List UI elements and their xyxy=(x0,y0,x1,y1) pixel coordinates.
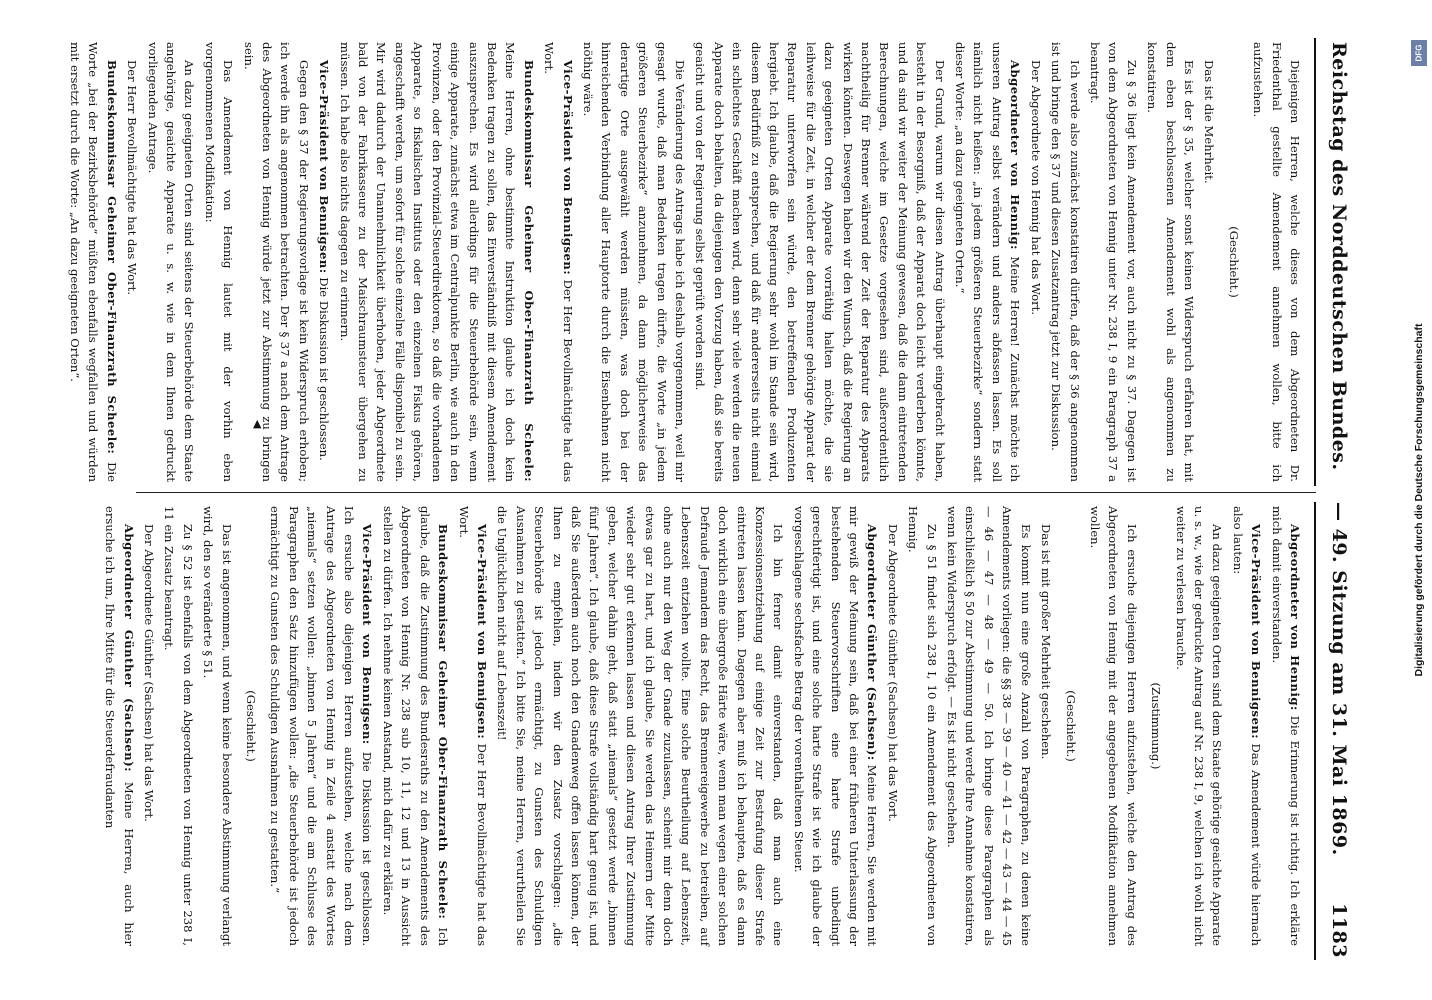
paragraph xyxy=(1047,42,1084,482)
stage-direction xyxy=(1061,506,1079,946)
paragraph-text: Die Worte „bei der Bezirksbehörde“ müßten ebenfalls wegfallen und würden mit ersetzt durch die Worte: „An dazu geeigneten Orten“. xyxy=(68,42,119,482)
paragraph xyxy=(315,42,333,482)
credit-text: Digitalisierung gefördert durch die Deutsche Forschungsgemeinschaft xyxy=(1413,323,1425,677)
paragraph xyxy=(579,42,689,482)
paragraph xyxy=(266,506,376,946)
paragraph-text: Ich werde also zunächst konstatiren dürfen, daß der § 36 angenommen ist und bringe den § 37 und diesen Zusatzantrag jetzt zur Diskussion. xyxy=(1049,42,1082,482)
paragraph xyxy=(1267,506,1304,946)
paragraph-text: (Geschieht.) xyxy=(244,690,259,762)
paragraph-text: Es ist der § 35, welcher sonst keinen Widerspruch erfahren hat, mit dem eben beschlossenen Amendement wohl als angenommen zu konstatiren. xyxy=(1145,42,1196,482)
paragraph xyxy=(1086,42,1141,482)
paragraph-text: Ich ersuche diejenigen Herren aufzustehen, welche den Antrag des Abgeordneten von Hennig mit der angegebenen Modifikation annehmen wollen. xyxy=(1087,506,1139,946)
paragraph-text: Das ist mit großer Mehrheit geschehen. xyxy=(1039,524,1054,760)
paragraph xyxy=(1026,42,1044,482)
paragraph xyxy=(199,506,236,946)
paragraph xyxy=(454,506,491,946)
paragraph xyxy=(789,506,881,946)
paragraph-text: Das Amendement würde hiernach also lauten: xyxy=(1230,506,1264,946)
speaker-label: Vice-Präsident von Bennigsen: xyxy=(360,524,375,745)
paragraph-text: Ich bin ferner damit einverstanden, daß man auch eine Konzessionsentziehung auf einige Zeit zur Bestrafung dieser Strafe eintreten lassen kann. Dagegen aber muß ich behaupten, daß es dann doch wirklich eine übergroße Härte wäre, wenn man wegen einer solchen Defraude Jemandem das Recht, das Brennereigewerbe zu betreiben, auf Lebenszeit entziehen wollte. Eine solche Beurtheilung auf Lebenszeit, ohne auch nur den Weg der Gnade zuzulassen, scheint mir denn doch etwas gar zu hart, und ich glaube, Sie werden das Heimern der Mitte wieder sehr gut erkennen lassen und diesen Antrag Ihrer Zustimmung geben, welcher dahin geht, daß statt „niemals“ gesetzt werde „binnen fünf Jahren“. Ich glaube, daß diese Strafe vollständig hart genug ist, und daß Sie außerdem auch noch den Gnadenweg offen lassen können, der Ihnen zu empfehlen, indem wir den Zusatz vorschlagen: „die Steuerbehörde ist jedoch ermächtigt, zu Gunsten des Schuldigen Ausnahmen zu gestatten.“ Ich bitte Sie, meine Herren, verurtheilen Sie die Unglücklichen nicht auf Lebenszeit! xyxy=(495,506,786,946)
speaker-label: Vice-Präsident von Bennigsen: xyxy=(1249,524,1264,740)
paragraph-text: Zu § 36 liegt kein Amendement vor, auch nicht zu § 37. Dagegen ist von dem Abgeordneten von Hennig unter Nr. 238 I, 9 ein Paragraph 37 a beantragt. xyxy=(1087,42,1139,482)
right-running-header xyxy=(1320,502,1350,958)
header-rule-left xyxy=(1314,38,1316,486)
speaker-label: Abgeordneter von Hennig: xyxy=(1008,60,1023,250)
paragraph-text: Der Herr Bevollmächtigte hat das Wort. xyxy=(125,60,140,295)
paragraph-text: Der Abgeordnete Günther (Sachsen) hat das Wort. xyxy=(142,524,157,822)
paragraph xyxy=(379,506,453,946)
paragraph-text: Diejenigen Herren, welche dieses von dem Abgeordneten Dr. Friedenthal gestellte Amendement annehmen wollen, bitte ich aufzustehen. xyxy=(1251,42,1302,482)
paragraph xyxy=(540,42,577,482)
paragraph-text: Der Herr Bevollmächtigte hat das Wort. xyxy=(542,42,575,483)
paragraph xyxy=(1037,506,1055,946)
paragraph-text: Das ist die Mehrheit. xyxy=(1202,60,1217,184)
paragraph-text: Die Diskussion ist geschlossen. Ich ersuche also diejenigen Herren aufzustehen, welche nach dem Antrage des Abgeordneten von Hennig in Zeile 4 anstatt des Wortes „niemals“ setzen wollen: „binnen 5 Jahren“ und die am Schlusse des Paragraphen den Satz hinzufügen wollen: „die Steuerbehörde ist jedoch ermächtigt zu Gunsten des Schuldigen Ausnahmen zu gestatten.“ xyxy=(268,506,375,947)
paragraph xyxy=(493,506,788,946)
speaker-label: Bundeskommissar Geheimer Ober-Finanzrath Scheele: xyxy=(104,60,119,455)
paragraph-text: (Zustimmung.) xyxy=(1149,682,1164,770)
paragraph-text: Der Grund, warum wir diesen Antrag überhaupt eingebracht haben, besteht in der Besorgniß, daß der Apparat doch leicht verderben könnte, und da sind wir weiter der Meinung gewesen, daß die dann eintretenden Berechnungen, welche im Gesetze vorgesehen sind, außerordentlich nachtheilig für Brenner während der Zeit der Reparatur des Apparats wirken könnten. Deswegen haben wir den Wunsch, daß die Regierung an dazu geeigneten Orten Apparate vorräthig halten möchte, die sie leihweise für die Zeit, in welcher der dem Brenner gehörige Apparat der Reparatur unterworfen sein würde, den betreffenden Produzenten hergiebt. Ich glaube, daß die Regierung sehr wohl im Stande sein wird, diesem Bedürfniß zu entsprechen, und daß für andererseits nicht einmal ein schlechtes Geschäft machen wird, denn sehr viele werden die neuen Apparate doch behalten, da diejenigen den Vorzug haben, daß sie bereits geaicht und von der Regierung selbst geprüft worden sind. xyxy=(693,42,947,482)
paragraph xyxy=(1171,506,1226,946)
paragraph-text: An dazu geeigneten Orten sind seitens der Steuerbehörde dem Staate angehörige, geaichte Apparate u. s. w. wie in dem Ihnen gedruckt vorliegenden Antrage. xyxy=(145,42,197,482)
paragraph-text: Die Diskussion ist geschlossen. xyxy=(317,277,332,461)
stage-direction xyxy=(242,506,260,946)
paragraph xyxy=(123,42,141,482)
paragraph xyxy=(1228,506,1265,946)
paragraph-text: An dazu geeigneten Orten sind dem Staate gehörige geaichte Apparate u. s. w., wie der gedruckte Antrag auf Nr. 238 I, 9, welchen ich wohl nicht weiter zu verlesen brauche. xyxy=(1173,506,1225,946)
stage-direction xyxy=(1224,42,1242,482)
paragraph xyxy=(101,506,138,946)
paragraph-text: Meine Herren, auch hier ersuche ich um, Ihre Mitte für die Steuerdefraudanten xyxy=(103,506,136,946)
paragraph-text: Meine Herren, ohne bestimmte Instruktion glaube ich doch kein Bedenken tragen zu sollen, das Einverständniß mit diesem Amendement auszusprechen. Es wird allerdings für die Steuerbehörde sein, wenn einige Apparate, zunächst etwa im Centralpunkte Berlin, wie auch in den Provinzen, oder den Provinzial-Steuerdirektoren, so daß die vorhandenen Apparate, so fiskalischen Instituts oder den einzelnen Fiskus gehören, angeschafft werden, um sofort für solche einzelne Fälle disponibel zu sein. Mir wird dadurch der Unannehmlichkeit überhoben, jeder Abgeordnete bald von der Fabrikasseure zu der Maischraumsteuer übergehen zu müssen. Ich habe also nichts dagegen zu erinnern. xyxy=(337,42,518,482)
scanned-page xyxy=(66,30,1366,970)
paragraph xyxy=(335,42,537,482)
paragraph-text: Gegen den § 37 der Regierungsvorlage ist kein Widerspruch erhoben; ich werde ihn als angenommen betrachten. Der § 37 a nach dem Antrage des Abgeordneten von Hennig würde jetzt zur Abstimmung zu bringen sein. xyxy=(241,42,311,482)
paragraph xyxy=(1200,42,1218,482)
paragraph xyxy=(691,42,949,482)
paragraph-text: (Geschieht.) xyxy=(1226,226,1241,298)
left-text-column xyxy=(64,42,1304,482)
speaker-label: Vice-Präsident von Bennigsen: xyxy=(474,524,489,740)
paragraph-text: Ich glaube, daß die Zustimmung des Bundesraths zu den Amendements des Abgeordneten von Hennig Nr. 238 sub 10, 11, 12 und 13 in Aussicht stellen zu dürfen. Ich nehme keinen Anstand, mich dafür zu erklären. xyxy=(380,506,451,946)
paragraph xyxy=(904,506,941,946)
paragraph xyxy=(1086,506,1141,946)
speaker-label: Abgeordneter Günther (Sachsen): xyxy=(865,524,880,761)
paragraph-text: (Geschieht.) xyxy=(1063,690,1078,762)
paragraph-text: Der Abgeordnete Günther (Sachsen) hat das Wort. xyxy=(885,524,900,822)
dfg-logo: DFG xyxy=(1411,40,1427,66)
arrow-marker-icon: ▲ xyxy=(253,417,262,430)
paragraph xyxy=(160,506,197,946)
right-text-column xyxy=(99,506,1304,946)
speaker-label: Vice-Präsident von Bennigsen: xyxy=(560,60,575,276)
column-divider xyxy=(136,492,1316,493)
paragraph-text: Der Herr Bevollmächtigte hat das Wort. xyxy=(456,506,489,947)
paragraph-text: Meine Herren! Zunächst möchte ich unseren Antrag selbst verändern und anders abfassen lassen. Es soll nämlich nicht heißen: „in jedem größeren Steuerbezirke“ sondern statt dieser Worte: „an dazu geeigneten Orten.“ xyxy=(953,42,1023,482)
left-running-header: Reichstag des Norddeutschen Bundes. xyxy=(1328,42,1350,471)
paragraph xyxy=(1143,42,1198,482)
paragraph-text: Das ist angenommen, und wenn keine besondere Abstimmung verlangt wird, den so veränderte § 51. xyxy=(201,506,234,946)
paragraph xyxy=(951,42,1025,482)
speaker-label: Bundeskommissar Geheimer Ober-Finanzrath Scheele: xyxy=(521,60,536,482)
paragraph-text: Die Veränderung des Antrags habe ich deshalb vorgenommen, weil mir gesagt wurde, daß man Bedenken tragen dürfte, die Worte „in jedem größeren Steuerbezirke“ anzunehmen, da dann möglicherweise das derartige Orte ausgewählt werden müssten, was doch bei der hinreichenden Verbindung aller Hauptorte durch die Eisenbahnen nicht nöthig wäre. xyxy=(580,42,687,482)
stage-direction xyxy=(1147,506,1165,946)
session-title: — 49. Sitzung am 31. Mai 1869. xyxy=(1328,502,1350,856)
speaker-label: Abgeordneter von Hennig: xyxy=(1288,524,1302,711)
paragraph-text: Meine Herren, Sie werden mit mir gewiß der Meinung sein, daß bei einer früheren Unterlassung der bestehenden Steuervorschriften eine harte Strafe unbedingt gerechtfertigt ist, und eine solche harte Strafe ist wie ich glaube der vorgeschlagene sechsfache Betrag der vorenthaltenen Steuer. xyxy=(791,506,880,946)
paragraph xyxy=(143,42,198,482)
paragraph xyxy=(1249,42,1304,482)
paragraph-text: Der Abgeordnete von Hennig hat das Wort. xyxy=(1028,60,1043,316)
speaker-label: Abgeordneter Günther (Sachsen): xyxy=(121,524,136,772)
digitization-credit xyxy=(1412,20,1426,980)
speaker-label: Vice-Präsident von Bennigsen: xyxy=(317,60,332,274)
paragraph-text: Die Erinnerung ist richtig. Ich erkläre mich damit einverstanden. xyxy=(1269,506,1302,946)
paragraph-text: Es kommt nun eine große Anzahl von Paragraphen, zu denen keine Amendements vorliegen: die §§ 38 — 39 — 40 — 41 — 42 — 43 — 44 — 45 — 46 — 47 — 48 — 49 — 50. Ich bringe diese Paragraphen als einschließlich § 50 zur Abstimmung und werde Ihre Annahme konstatiren, wenn kein Widerspruch erfolgt. — Es ist nicht geschehen. xyxy=(945,506,1033,946)
paragraph-text: Zu § 51 findet sich 238 I, 10 ein Amendement des Abgeordneten von Hennig. xyxy=(906,506,939,946)
page-number: 1183 xyxy=(1328,903,1350,958)
paragraph xyxy=(943,506,1035,946)
paragraph xyxy=(200,42,237,482)
paragraph xyxy=(883,506,901,946)
paragraph-text: Das Amendement von Hennig lautet mit der vorhin eben vorgenommenen Modifikation: xyxy=(202,42,236,482)
header-rule-right xyxy=(1314,502,1316,960)
paragraph-text: Zu § 52 ist ebenfalls von dem Abgeordneten von Hennig unter 238 I, 11 ein Zusatz beantragt. xyxy=(162,506,195,946)
paragraph xyxy=(140,506,158,946)
paragraph xyxy=(239,42,313,482)
speaker-label: Bundeskommissar Geheimer Ober-Finanzrath Scheele: xyxy=(436,524,451,920)
paragraph xyxy=(66,42,121,482)
